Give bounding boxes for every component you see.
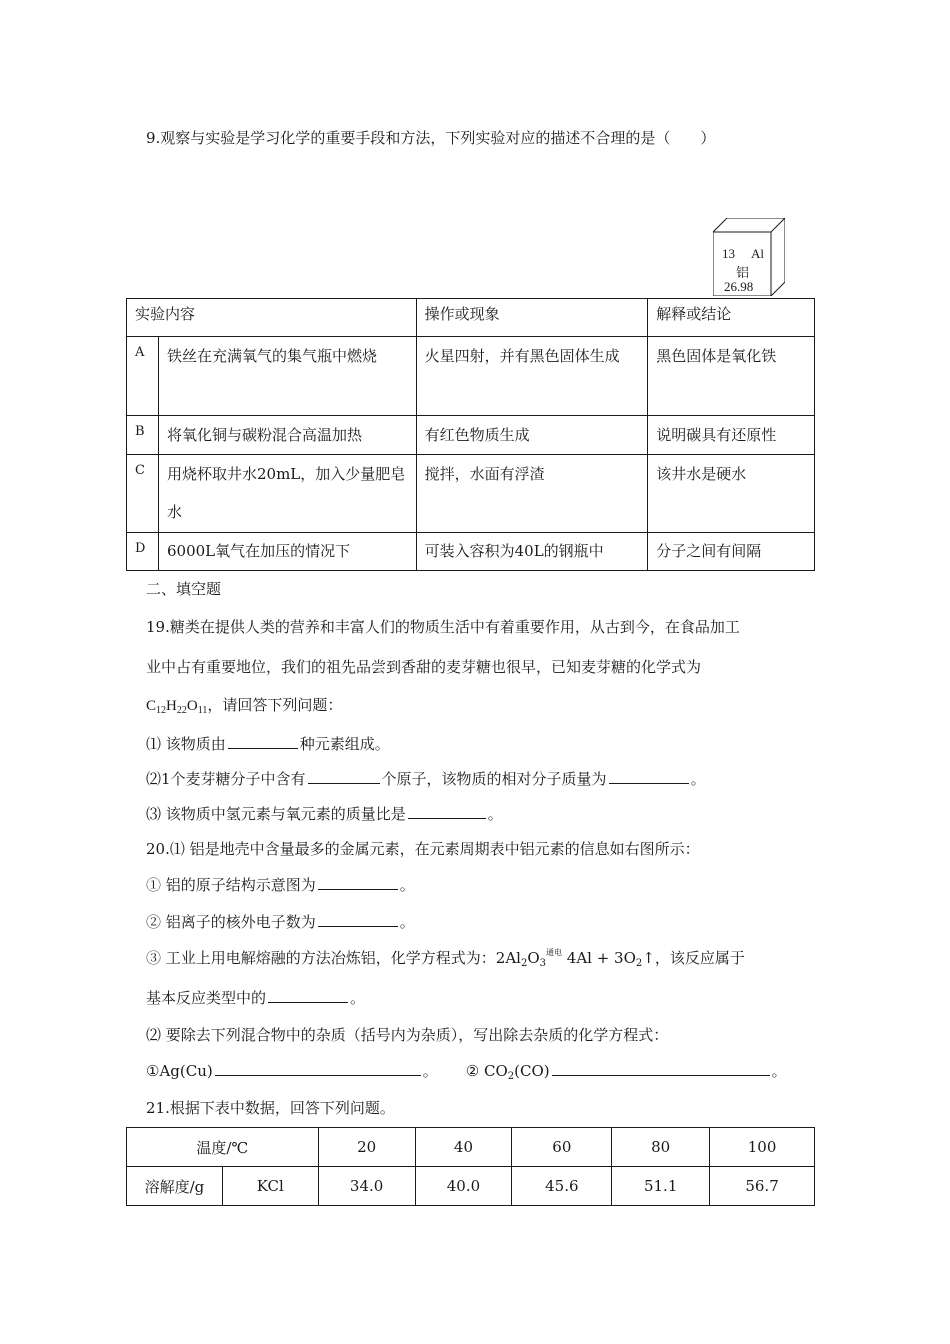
formula-c-sub: 12 xyxy=(156,705,167,716)
q20-i2-tail: 。 xyxy=(399,913,415,931)
header-phenomenon: 操作或现象 xyxy=(416,299,648,337)
element-number: 13 xyxy=(722,246,735,261)
row-conclusion: 分子之间有间隔 xyxy=(648,533,815,571)
row-phenomenon: 火星四射，并有黑色固体生成 xyxy=(416,337,648,416)
table-row xyxy=(127,337,815,416)
substance-name: KCl xyxy=(222,1167,318,1206)
row-content: 用烧杯取井水20mL，加入少量肥皂水 xyxy=(158,455,416,533)
q20-item1 xyxy=(146,874,415,895)
row-phenomenon: 搅拌，水面有浮渣 xyxy=(416,455,648,533)
solubility-label: 溶解度/g xyxy=(127,1167,223,1206)
row-conclusion: 黑色固体是氧化铁 xyxy=(648,337,815,416)
q19-p2-tail: 。 xyxy=(690,770,706,788)
q20-i3-o: O xyxy=(527,949,540,967)
temp-cell: 40 xyxy=(415,1128,512,1167)
q19-formula-line xyxy=(146,694,342,715)
q19-p3-tail: 。 xyxy=(487,805,503,823)
q20-co2-sub: 2 xyxy=(507,1071,515,1082)
formula-h-sub: 22 xyxy=(176,705,187,716)
q20-item2 xyxy=(146,911,415,932)
q9-table xyxy=(126,298,815,571)
solubility-table xyxy=(126,1127,815,1206)
formula-o-sub: 11 xyxy=(197,705,208,716)
section-title: 二、填空题 xyxy=(146,580,222,598)
answer-blank[interactable] xyxy=(308,782,380,784)
element-name: 铝 xyxy=(736,266,750,281)
q20-part2-answers xyxy=(146,1060,787,1081)
q19-part3 xyxy=(146,803,503,824)
q20-co2-tail: 。 xyxy=(771,1062,787,1080)
q19-p3-text: ⑶ 该物质中氢元素与氧元素的质量比是 xyxy=(146,805,406,823)
q20-ag-tail: 。 xyxy=(422,1062,438,1080)
q19-part2 xyxy=(146,768,706,789)
answer-blank[interactable] xyxy=(318,888,398,890)
q20-co2-label: ② CO xyxy=(465,1062,508,1080)
q19-p2-mid: 个原子，该物质的相对分子质量为 xyxy=(381,770,607,788)
table-row xyxy=(127,455,815,533)
q19-p1-tail: 种元素组成。 xyxy=(299,735,390,753)
table-row xyxy=(127,416,815,455)
q19-intro-tail: ，请回答下列问题： xyxy=(207,696,343,714)
row-phenomenon: 可装入容积为40L的钢瓶中 xyxy=(416,533,648,571)
element-symbol: Al xyxy=(751,246,764,261)
formula-h: H xyxy=(166,698,177,714)
q9-question: 9.观察与实验是学习化学的重要手段和方法，下列实验对应的描述不合理的是（ ） xyxy=(146,129,716,147)
temperature-row xyxy=(127,1128,815,1167)
answer-blank[interactable] xyxy=(215,1074,421,1076)
q20-co2-impurity: (CO) xyxy=(514,1062,550,1080)
answer-blank[interactable] xyxy=(408,817,486,819)
q20-item3 xyxy=(146,947,745,968)
q20-i3-sub1: 2 xyxy=(520,958,528,969)
answer-blank[interactable] xyxy=(318,925,398,927)
q20-i3-sub2: 3 xyxy=(539,958,547,969)
q19-intro-line2: 业中占有重要地位，我们的祖先品尝到香甜的麦芽糖也很早，已知麦芽糖的化学式为 xyxy=(146,658,702,676)
solubility-cell: 45.6 xyxy=(512,1167,612,1206)
row-content: 将氧化铜与碳粉混合高温加热 xyxy=(158,416,416,455)
q9-header-row xyxy=(127,299,815,337)
q20-i1-text: ① 铝的原子结构示意图为 xyxy=(146,876,316,894)
reaction-condition: 通电 xyxy=(546,948,563,957)
row-content: 6000L氧气在加压的情况下 xyxy=(158,533,416,571)
q20-i3-sub3: 2 xyxy=(635,958,643,969)
temp-cell: 100 xyxy=(710,1128,815,1167)
row-label: D xyxy=(127,533,159,571)
solubility-cell: 51.1 xyxy=(612,1167,710,1206)
q19-p1-text: ⑴ 该物质由 xyxy=(146,735,226,753)
temp-label: 温度/℃ xyxy=(127,1128,319,1167)
temp-cell: 20 xyxy=(318,1128,415,1167)
q20-i1-tail: 。 xyxy=(399,876,415,894)
solubility-cell: 34.0 xyxy=(318,1167,415,1206)
q19-intro-line1: 19.糖类在提供人类的营养和丰富人们的物质生活中有着重要作用，从古到今，在食品加工 xyxy=(146,618,740,636)
formula-o: O xyxy=(186,698,198,714)
row-phenomenon: 有红色物质生成 xyxy=(416,416,648,455)
q21-intro: 21.根据下表中数据，回答下列问题。 xyxy=(146,1099,395,1117)
answer-blank[interactable] xyxy=(552,1074,770,1076)
q20-i3-mid: 4Al + 3O xyxy=(562,949,636,967)
header-conclusion: 解释或结论 xyxy=(648,299,815,337)
row-label: C xyxy=(127,455,159,533)
table-row xyxy=(127,533,815,571)
answer-blank[interactable] xyxy=(268,1001,348,1003)
answer-blank[interactable] xyxy=(609,782,689,784)
temp-cell: 80 xyxy=(612,1128,710,1167)
row-label: A xyxy=(127,337,159,416)
q20-i2-text: ② 铝离子的核外电子数为 xyxy=(146,913,316,931)
q20-part2: ⑵ 要除去下列混合物中的杂质（括号内为杂质），写出除去杂质的化学方程式： xyxy=(146,1026,669,1044)
q20-intro: 20.⑴ 铝是地壳中含量最多的金属元素，在元素周期表中铝元素的信息如右图所示： xyxy=(146,840,700,858)
q20-i3-text: ③ 工业上用电解熔融的方法冶炼铝，化学方程式为：2Al xyxy=(146,949,521,967)
row-content: 铁丝在充满氧气的集气瓶中燃烧 xyxy=(158,337,416,416)
formula-c: C xyxy=(146,698,157,714)
element-mass: 26.98 xyxy=(724,279,754,294)
q20-i3-tail: ↑，该反应属于 xyxy=(642,949,745,967)
q20-item3-cont xyxy=(146,987,365,1008)
header-content: 实验内容 xyxy=(127,299,417,337)
row-conclusion: 该井水是硬水 xyxy=(648,455,815,533)
solubility-cell: 56.7 xyxy=(710,1167,815,1206)
row-label: B xyxy=(127,416,159,455)
temp-cell: 60 xyxy=(512,1128,612,1167)
q20-i3b-tail: 。 xyxy=(350,989,366,1007)
solubility-row xyxy=(127,1167,815,1206)
q20-ag-label: ①Ag(Cu) xyxy=(146,1062,213,1080)
q19-part1 xyxy=(146,733,390,754)
solubility-cell: 40.0 xyxy=(415,1167,512,1206)
row-conclusion: 说明碳具有还原性 xyxy=(648,416,815,455)
answer-blank[interactable] xyxy=(228,747,298,749)
q20-i3b-text: 基本反应类型中的 xyxy=(146,989,267,1007)
q19-p2-text: ⑵1个麦芽糖分子中含有 xyxy=(146,770,306,788)
